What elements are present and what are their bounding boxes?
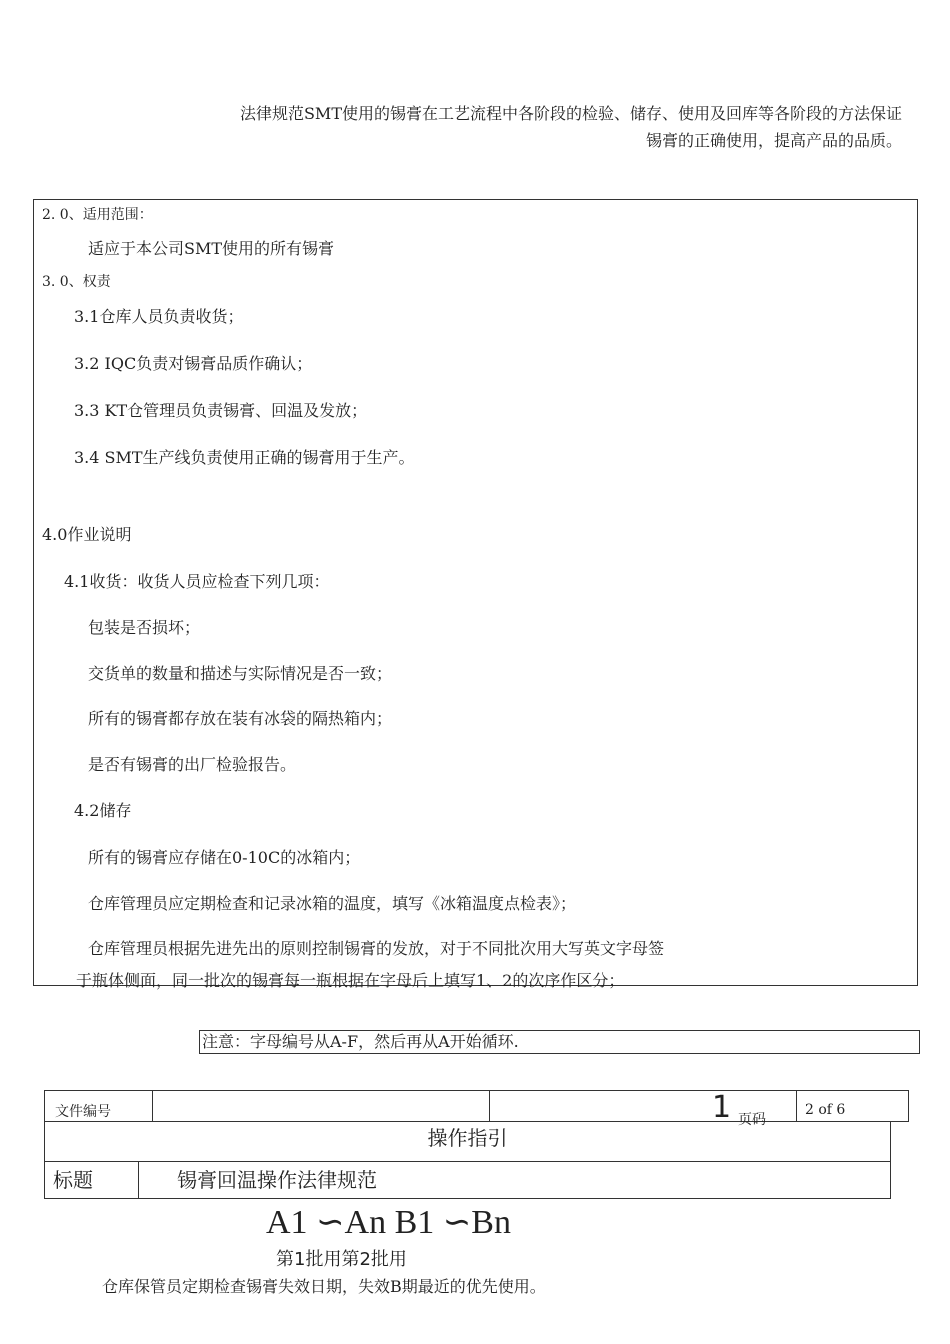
storage-item: 仓库管理员根据先进先出的原则控制锡膏的发放，对于不同批次用大写英文字母签 xyxy=(88,939,665,958)
doc-no-value-cell xyxy=(153,1091,490,1121)
title-value: 锡膏回温操作法律规范 xyxy=(177,1168,377,1192)
batch-label: 第1批用第2批用 xyxy=(276,1249,407,1270)
title-label-cell xyxy=(45,1162,139,1198)
title-label: 标题 xyxy=(53,1168,93,1192)
section-2-body: 适应于本公司SMT使用的所有锡膏 xyxy=(88,239,335,258)
intro-line-2: 锡膏的正确使用，提高产品的品质。 xyxy=(645,131,902,150)
duty-item: 3.2 IQC负责对锡膏品质作确认； xyxy=(74,354,313,373)
page-label: 页码 xyxy=(738,1112,766,1128)
batch-code-example: A1 ∽An B1 ∽Bn xyxy=(266,1204,511,1241)
duty-item: 3.4 SMT生产线负责使用正确的锡膏用于生产。 xyxy=(74,448,415,467)
receiving-heading: 4.1收货：收货人员应检查下列几项： xyxy=(64,572,330,591)
intro-line-1: 法律规范SMT使用的锡膏在工艺流程中各阶段的检验、储存、使用及回库等各阶段的方法保证 xyxy=(239,104,902,123)
duty-item: 3.3 KT仓管理员负责锡膏、回温及发放； xyxy=(74,401,368,420)
receiving-item: 交货单的数量和描述与实际情况是否一致； xyxy=(88,664,393,683)
intro-paragraph xyxy=(102,100,902,154)
doc-no-label-cell xyxy=(45,1091,153,1121)
content-box xyxy=(33,199,918,990)
storage-heading: 4.2储存 xyxy=(74,801,132,820)
closing-text: 仓库保管员定期检查锡膏失效日期，失效B期最近的优先使用。 xyxy=(102,1277,546,1296)
title-row xyxy=(44,1161,891,1199)
section-4-heading: 4.0作业说明 xyxy=(42,525,132,544)
page-cell xyxy=(490,1090,797,1128)
page-value: 2 of 6 xyxy=(805,1102,846,1118)
duty-item: 3.1仓库人员负责收货； xyxy=(74,307,244,326)
footer-info-row xyxy=(44,1090,909,1128)
storage-item: 于瓶体侧面，同一批次的锡膏每一瓶根据在字母后上填写1、2的次序作区分； xyxy=(76,971,625,990)
storage-item: 仓库管理员应定期检查和记录冰箱的温度，填写《冰箱温度点检表》； xyxy=(88,894,577,913)
note-box: 注意：字母编号从A-F，然后再从A开始循环. xyxy=(199,1030,920,1054)
page-number-big: 1 xyxy=(712,1090,732,1125)
receiving-item: 是否有锡膏的出厂检验报告。 xyxy=(88,755,297,774)
section-3-heading: 3. 0、权责 xyxy=(42,274,111,290)
section-2-heading: 2. 0、适用范围： xyxy=(42,207,153,223)
receiving-item: 所有的锡膏都存放在装有冰袋的隔热箱内； xyxy=(88,709,393,728)
guide-title-row xyxy=(44,1122,891,1162)
guide-title: 操作指引 xyxy=(427,1126,508,1150)
page-value-cell xyxy=(797,1091,908,1121)
storage-item: 所有的锡膏应存储在0-10C的冰箱内； xyxy=(88,848,361,867)
receiving-item: 包装是否损坏； xyxy=(88,618,201,637)
doc-no-label: 文件编号 xyxy=(55,1104,111,1120)
